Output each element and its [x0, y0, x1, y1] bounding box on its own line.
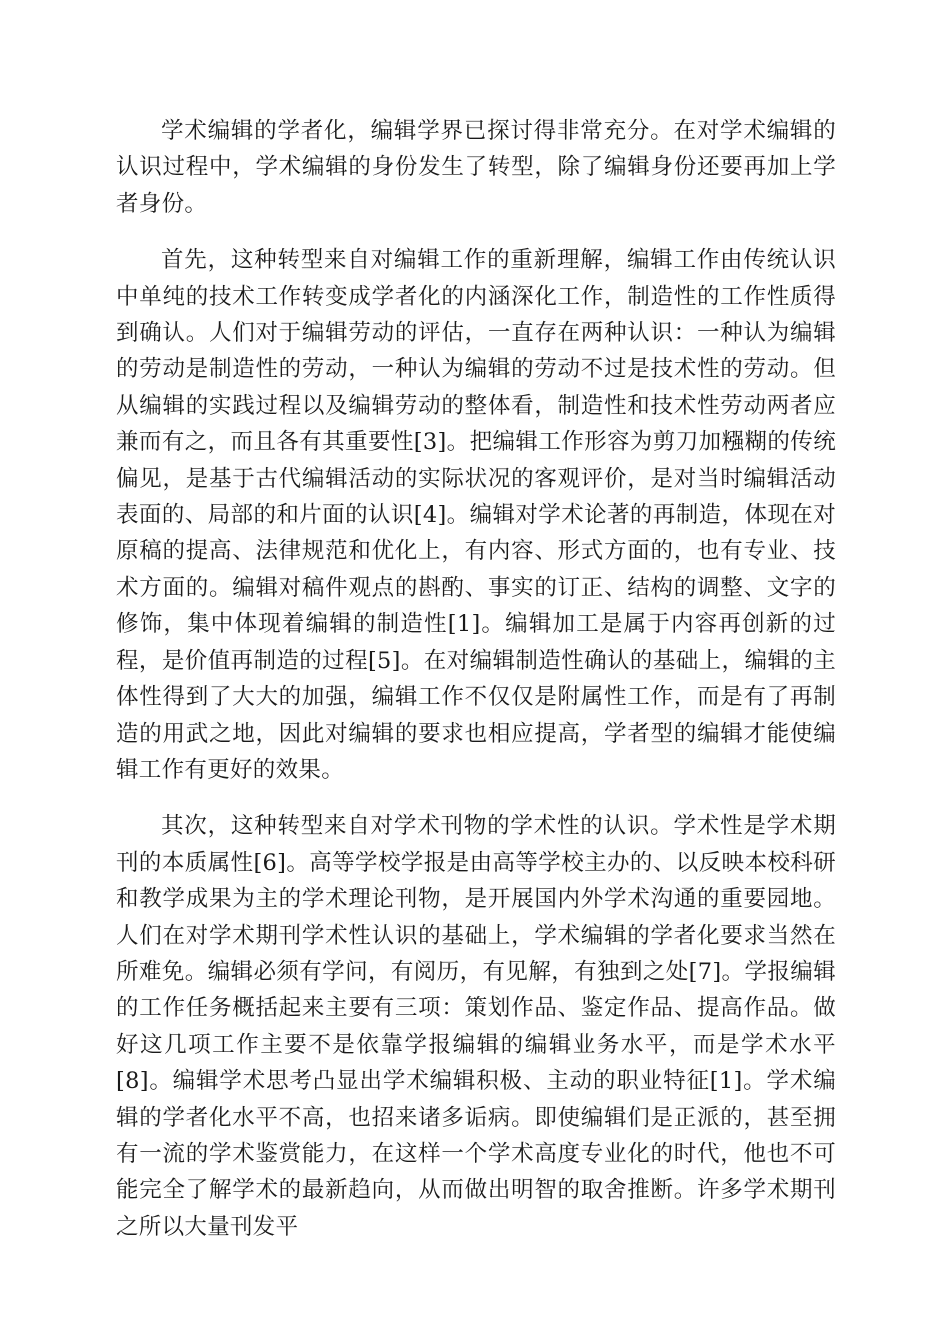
document-body	[116, 113, 836, 1265]
paragraph-first-reason: 首先，这种转型来自对编辑工作的重新理解，编辑工作由传统认识中单纯的技术工作转变成学者化的内涵深化工作，制造性的工作性质得到确认。人们对于编辑劳动的评估，一直存在两种认识：一种认为编辑的劳动是制造性的劳动，一种认为编辑的劳动不过是技术性的劳动。但从编辑的实践过程以及编辑劳动的整体看，制造性和技术性劳动两者应兼而有之，而且各有其重要性[3]。把编辑工作形容为剪刀加糨糊的传统偏见，是基于古代编辑活动的实际状况的客观评价，是对当时编辑活动表面的、局部的和片面的认识[4]。编辑对学术论著的再制造，体现在对原稿的提高、法律规范和优化上，有内容、形式方面的，也有专业、技术方面的。编辑对稿件观点的斟酌、事实的订正、结构的调整、文字的修饰，集中体现着编辑的制造性[1]。编辑加工是属于内容再创新的过程，是价值再制造的过程[5]。在对编辑制造性确认的基础上，编辑的主体性得到了大大的加强，编辑工作不仅仅是附属性工作，而是有了再制造的用武之地，因此对编辑的要求也相应提高，学者型的编辑才能使编辑工作有更好的效果。	[116, 247, 836, 783]
paragraph-second-reason: 其次，这种转型来自对学术刊物的学术性的认识。学术性是学术期刊的本质属性[6]。高等学校学报是由高等学校主办的、以反映本校科研和教学成果为主的学术理论刊物，是开展国内外学术沟通的重要园地。人们在对学术期刊学术性认识的基础上，学术编辑的学者化要求当然在所难免。编辑必须有学问，有阅历，有见解，有独到之处[7]。学报编辑的工作任务概括起来主要有三项：策划作品、鉴定作品、提高作品。做好这几项工作主要不是依靠学报编辑的编辑业务水平，而是学术水平[8]。编辑学术思考凸显出学术编辑积极、主动的职业特征[1]。学术编辑的学者化水平不高，也招来诸多诟病。即使编辑们是正派的，甚至拥有一流的学术鉴赏能力，在这样一个学术高度专业化的时代，他也不可能完全了解学术的最新趋向，从而做出明智的取舍推断。许多学术期刊之所以大量刊发平	[116, 813, 836, 1240]
paragraph-intro: 学术编辑的学者化，编辑学界已探讨得非常充分。在对学术编辑的认识过程中，学术编辑的身份发生了转型，除了编辑身份还要再加上学者身份。	[116, 118, 836, 217]
